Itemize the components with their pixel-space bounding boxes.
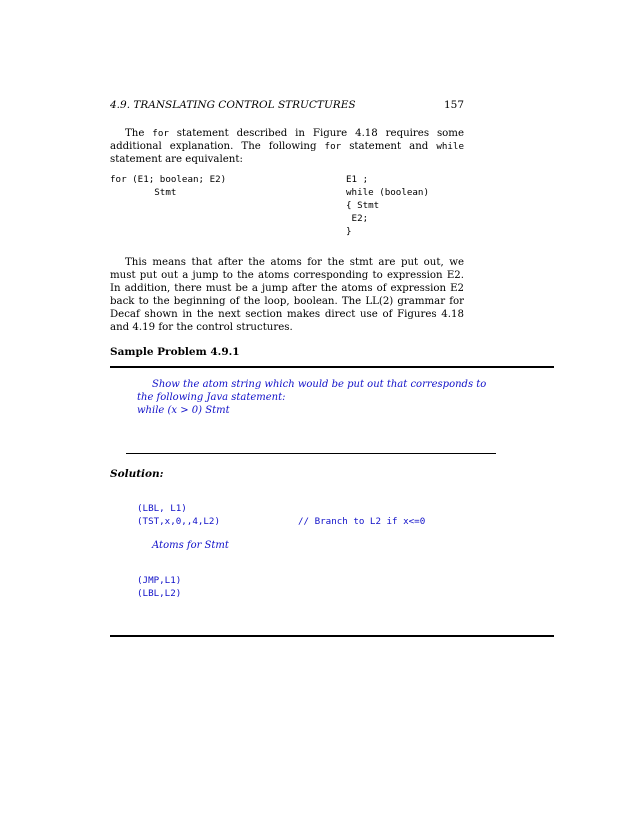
problem-java-statement: while (x > 0) Stmt xyxy=(137,405,230,416)
code-line: E1 ; xyxy=(346,174,369,185)
while-loop-code xyxy=(346,173,429,238)
problem-line-1: Show the atom string which would be put out that corresponds to xyxy=(152,379,487,390)
keyword-for: for xyxy=(152,128,169,139)
sample-top-rule xyxy=(110,366,554,368)
atom-jmp: (JMP,L1) xyxy=(137,575,182,586)
intro-text-2: statement described in Figure 4.18 requires some additional explanation. The following xyxy=(110,128,464,152)
running-head xyxy=(110,99,464,111)
solution-heading: Solution: xyxy=(110,468,164,480)
atoms-for-stmt: Atoms for Stmt xyxy=(152,540,229,551)
atom-lbl-l1: (LBL, L1) xyxy=(137,503,187,514)
atom-lbl-l2: (LBL,L2) xyxy=(137,588,182,599)
sample-bottom-rule xyxy=(110,635,554,637)
sample-problem-heading: Sample Problem 4.9.1 xyxy=(110,346,240,358)
code-line: { Stmt xyxy=(346,200,380,211)
code-line: Stmt xyxy=(110,187,177,198)
explanation-paragraph xyxy=(110,256,464,334)
code-line: } xyxy=(346,226,352,237)
code-line: while (boolean) xyxy=(346,187,429,198)
branch-comment: // Branch to L2 if x<=0 xyxy=(298,516,426,527)
intro-text-1: The xyxy=(125,128,153,139)
problem-line-2: the following Java statement: xyxy=(137,392,286,403)
intro-paragraph xyxy=(110,127,464,166)
keyword-for-2: for xyxy=(324,141,342,152)
code-line: E2; xyxy=(346,213,369,224)
atom-tst: (TST,x,0,,4,L2) xyxy=(137,516,220,527)
explanation-text: This means that after the atoms for the stmt are put out, we must put out a jump to the atoms corresponding to expression E2. In addition, there must be a jump after the atoms of expression E2 back to the beginning of the loop, boolean. The LL(2) grammar for Decaf shown in the next section makes direct use of Figures 4.18 and 4.19 for the control structures. xyxy=(110,257,464,333)
section-title: 4.9. TRANSLATING CONTROL STRUCTURES xyxy=(110,99,356,111)
page-number: 157 xyxy=(443,99,464,111)
intro-text-3: statement and xyxy=(341,141,437,152)
code-line: for (E1; boolean; E2) xyxy=(110,174,227,185)
problem-separator xyxy=(126,453,496,454)
for-loop-code xyxy=(110,173,226,199)
intro-text-4: statement are equivalent: xyxy=(110,154,243,165)
keyword-while: while xyxy=(436,141,464,152)
